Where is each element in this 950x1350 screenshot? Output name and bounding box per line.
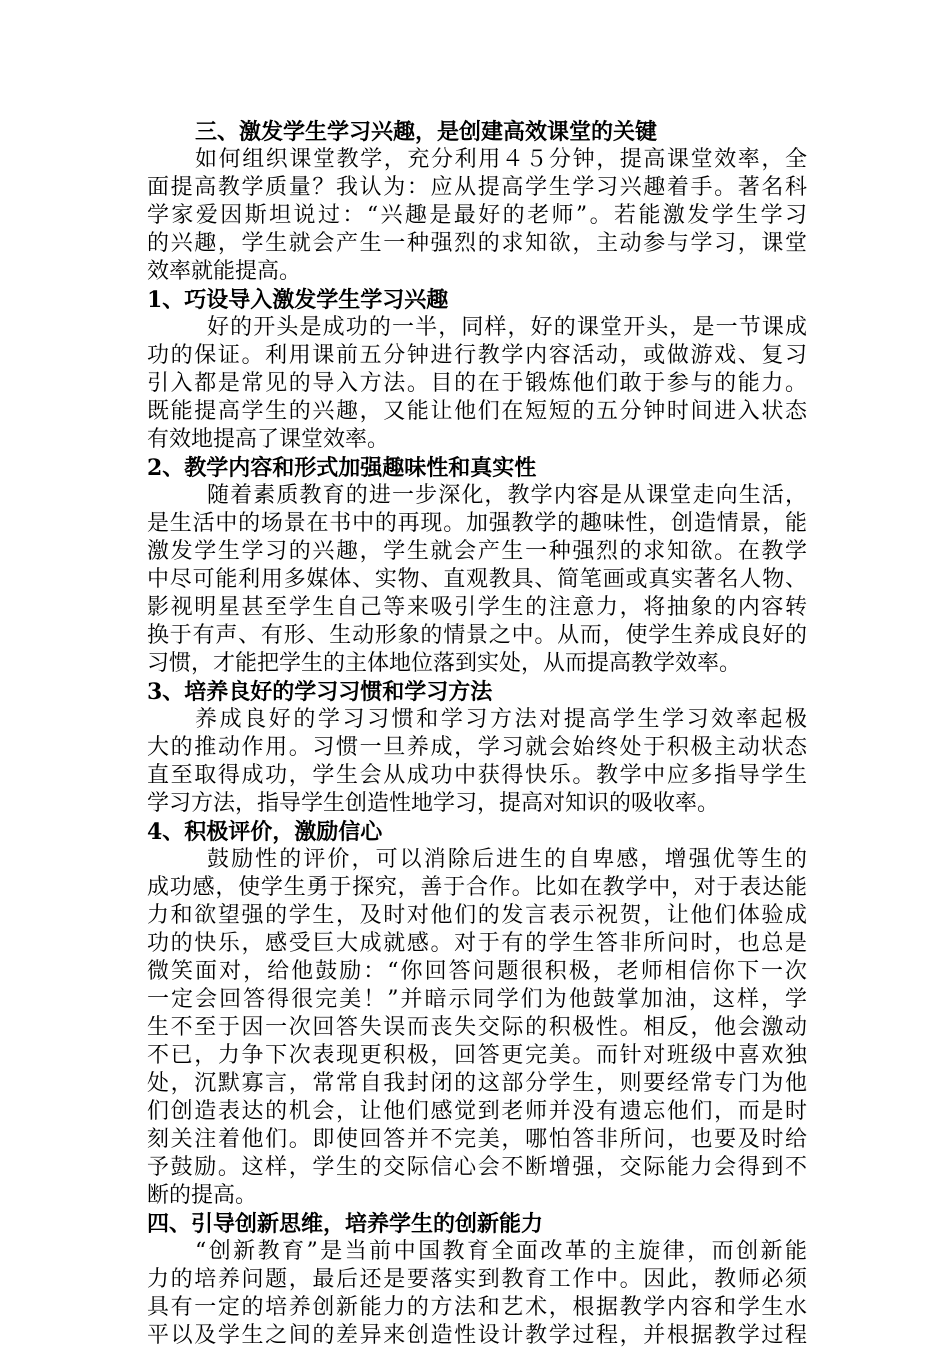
paragraph-line: 习惯，才能把学生的主体地位落到实处，从而提高教学效率。	[147, 651, 742, 676]
paragraph-line: 力的培养问题，最后还是要落实到教育工作中。因此，教师必须	[147, 1267, 807, 1292]
paragraph-line: 激发学生学习的兴趣，学生就会产生一种强烈的求知欲。在教学	[147, 539, 807, 564]
paragraph-line: 具有一定的培养创新能力的方法和艺术，根据教学内容和学生水	[147, 1295, 807, 1320]
subheading-4: 4、积极评价，激励信心	[147, 819, 383, 845]
paragraph-line: 如何组织课堂教学，充分利用４５分钟，提高课堂效率，全	[195, 147, 807, 172]
paragraph-2	[147, 482, 807, 678]
paragraph-line: 生不至于因一次回答失误而丧失交际的积极性。相反，他会激动	[147, 1015, 807, 1040]
section-title-4: 四、引导创新思维，培养学生的创新能力	[147, 1211, 544, 1237]
paragraph-line: 力和欲望强的学生，及时对他们的发言表示祝贺，让他们体验成	[147, 903, 807, 928]
paragraph-3	[147, 706, 807, 818]
paragraph-line: 的兴趣，学生就会产生一种强烈的求知欲，主动参与学习，课堂	[147, 231, 807, 256]
paragraph-line: 功的快乐，感受巨大成就感。对于有的学生答非所问时，也总是	[147, 931, 807, 956]
document-body	[147, 118, 807, 1350]
paragraph-line: 学习方法，指导学生创造性地学习，提高对知识的吸收率。	[147, 791, 720, 816]
paragraph-line: 微笑面对，给他鼓励：“你回答问题很积极，老师相信你下一次	[147, 959, 807, 984]
paragraph-line: 随着素质教育的进一步深化，教学内容是从课堂走向生活，	[207, 483, 807, 508]
paragraph-line: 处，沉默寡言，常常自我封闭的这部分学生，则要经常专门为他	[147, 1071, 807, 1096]
paragraph-line: 大的推动作用。习惯一旦养成，学习就会始终处于积极主动状态	[147, 735, 807, 760]
paragraph-5	[147, 1238, 807, 1350]
paragraph-line: 换于有声、有形、生动形象的情景之中。从而，使学生养成良好的	[147, 623, 807, 648]
paragraph-line: 鼓励性的评价，可以消除后进生的自卑感，增强优等生的	[207, 847, 807, 872]
section-title-3: 三、激发学生学习兴趣，是创建高效课堂的关键	[195, 119, 658, 145]
paragraph-line: 好的开头是成功的一半，同样，好的课堂开头，是一节课成	[207, 315, 807, 340]
paragraph-line: 们创造表达的机会，让他们感觉到老师并没有遗忘他们，而是时	[147, 1099, 807, 1124]
paragraph-line: 功的保证。利用课前五分钟进行教学内容活动，或做游戏、复习	[147, 343, 807, 368]
paragraph-line: 刻关注着他们。即使回答并不完美，哪怕答非所问，也要及时给	[147, 1127, 807, 1152]
subheading-3: 3、培养良好的学习习惯和学习方法	[147, 679, 493, 705]
paragraph-4	[147, 846, 807, 1210]
paragraph-line: 引入都是常见的导入方法。目的在于锻炼他们敢于参与的能力。	[147, 371, 807, 396]
paragraph-line: 养成良好的学习习惯和学习方法对提高学生学习效率起极	[195, 707, 807, 732]
paragraph-line: 影视明星甚至学生自己等来吸引学生的注意力，将抽象的内容转	[147, 595, 807, 620]
paragraph-line: 成功感，使学生勇于探究，善于合作。比如在教学中，对于表达能	[147, 875, 807, 900]
paragraph-line: 不已，力争下次表现更积极，回答更完美。而针对班级中喜欢独	[147, 1043, 807, 1068]
paragraph-line: 中尽可能利用多媒体、实物、直观教具、简笔画或真实著名人物、	[147, 567, 807, 592]
paragraph-line: 予鼓励。这样，学生的交际信心会不断增强，交际能力会得到不	[147, 1155, 807, 1180]
paragraph-line: 有效地提高了课堂效率。	[147, 427, 390, 452]
paragraph-1	[147, 314, 807, 454]
paragraph-line: 学家爱因斯坦说过：“兴趣是最好的老师”。若能激发学生学习	[147, 203, 807, 228]
paragraph-intro	[147, 146, 807, 286]
paragraph-line: 效率就能提高。	[147, 259, 302, 284]
paragraph-line: 断的提高。	[147, 1183, 258, 1208]
subheading-2: 2、教学内容和形式加强趣味性和真实性	[147, 455, 537, 481]
paragraph-line: 平以及学生之间的差异来创造性设计教学过程，并根据教学过程	[147, 1323, 807, 1348]
paragraph-line: 一定会回答得很完美！”并暗示同学们为他鼓掌加油，这样，学	[147, 987, 807, 1012]
paragraph-line: 直至取得成功，学生会从成功中获得快乐。教学中应多指导学生	[147, 763, 807, 788]
paragraph-line: 是生活中的场景在书中的再现。加强教学的趣味性，创造情景，能	[147, 511, 807, 536]
subheading-1: 1、巧设导入激发学生学习兴趣	[147, 287, 449, 313]
paragraph-line: 面提高教学质量？我认为：应从提高学生学习兴趣着手。著名科	[147, 175, 807, 200]
paragraph-line: “创新教育”是当前中国教育全面改革的主旋律，而创新能	[195, 1239, 807, 1264]
paragraph-line: 既能提高学生的兴趣，又能让他们在短短的五分钟时间进入状态	[147, 399, 807, 424]
